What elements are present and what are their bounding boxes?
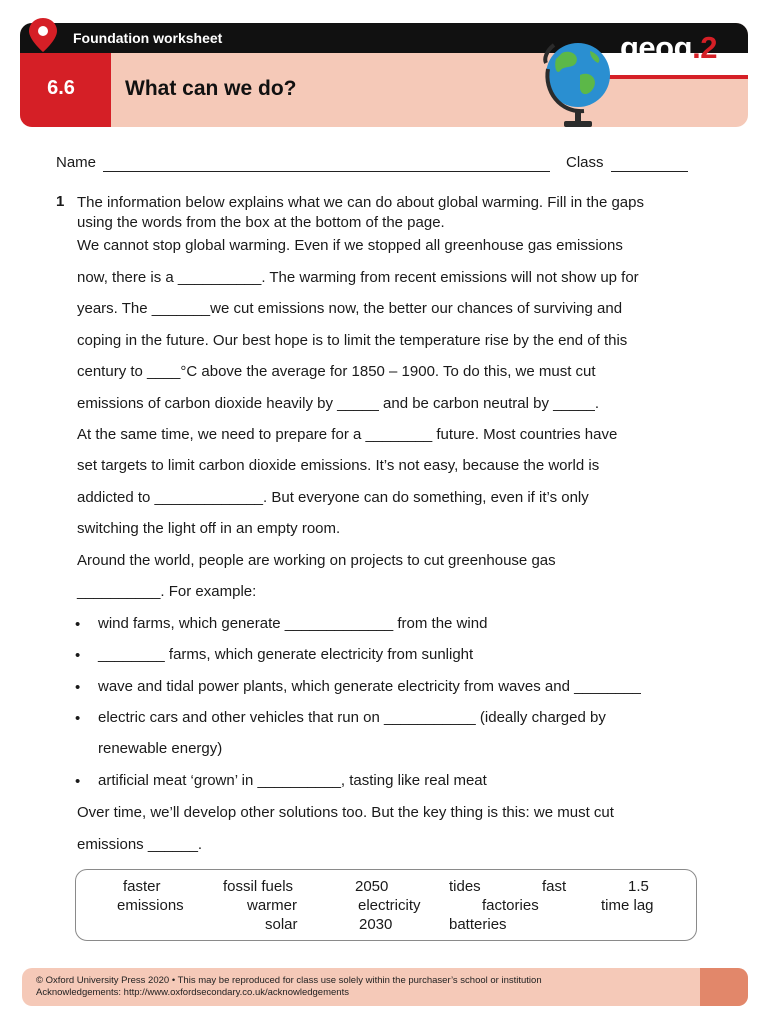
footer-accent [700, 968, 748, 1006]
word-option: warmer [247, 897, 298, 914]
logo-underline [595, 75, 748, 79]
word-option: batteries [449, 916, 507, 933]
name-label: Name [56, 154, 97, 171]
map-pin-icon [29, 18, 57, 52]
footer [22, 968, 748, 1006]
logo-text: geog [620, 30, 693, 65]
word-option: fast [542, 878, 567, 895]
geog-logo [620, 30, 717, 66]
bullet-item: wave and tidal power plants, which generate electricity from waves and ________ [98, 678, 641, 695]
question-instruction: The information below explains what we can do about global warming. Fill in the gaps using the words from the box at the bottom of the page. [77, 194, 644, 231]
word-option: 1.5 [628, 878, 649, 895]
word-option: tides [449, 878, 481, 895]
word-box [75, 869, 697, 941]
name-field[interactable] [103, 171, 550, 172]
page-title: What can we do? [125, 77, 297, 100]
passage-line: switching the light off in an empty room. [77, 520, 341, 537]
globe-icon [540, 35, 616, 129]
word-option: faster [123, 878, 161, 895]
word-option: electricity [358, 897, 421, 914]
passage-line: emissions ______. [77, 836, 203, 853]
footer-copyright-line: © Oxford University Press 2020 • This may be reproduced for class use solely within the purchaser’s school or institution [36, 975, 542, 986]
bullet-icon: • [75, 773, 81, 790]
worksheet-header [20, 23, 748, 127]
bullet-icon: • [75, 679, 81, 696]
bullet-item-continuation: renewable energy) [98, 740, 223, 757]
bullet-icon: • [75, 616, 81, 633]
bullet-item: artificial meat ‘grown’ in __________, tasting like real meat [98, 772, 487, 789]
passage-line: emissions of carbon dioxide heavily by _____ and be carbon neutral by _____. [77, 395, 600, 412]
class-label: Class [566, 154, 604, 171]
word-option: time lag [601, 897, 654, 914]
word-option: solar [265, 916, 298, 933]
passage-line: coping in the future. Our best hope is to limit the temperature rise by the end of this [77, 332, 628, 349]
footer-acknowledgements-line: Acknowledgements: http://www.oxfordsecondary.co.uk/acknowledgements [36, 987, 349, 998]
word-option: emissions [117, 897, 184, 914]
bullet-item: wind farms, which generate _____________ from the wind [98, 615, 488, 632]
class-field[interactable] [611, 171, 688, 172]
lesson-number: 6.6 [47, 77, 75, 99]
passage-line: We cannot stop global warming. Even if we stopped all greenhouse gas emissions [77, 237, 623, 254]
logo-dot: . [692, 30, 701, 65]
bullet-item: electric cars and other vehicles that run on ___________ (ideally charged by [98, 709, 606, 726]
logo-number: 2 [700, 30, 717, 65]
bullet-icon: • [75, 710, 81, 727]
passage-line: century to ____°C above the average for 1850 – 1900. To do this, we must cut [77, 363, 596, 380]
passage-line: years. The _______we cut emissions now, the better our chances of surviving and [77, 300, 623, 317]
passage-line: __________. For example: [77, 583, 257, 600]
passage-line: addicted to _____________. But everyone can do something, even if it’s only [77, 489, 589, 506]
bullet-item: ________ farms, which generate electricity from sunlight [98, 646, 474, 663]
footer-copyright [36, 975, 542, 999]
worksheet-type: Foundation worksheet [73, 30, 223, 46]
word-option: 2030 [359, 916, 393, 933]
passage-line: Around the world, people are working on projects to cut greenhouse gas [77, 552, 556, 569]
passage-line: set targets to limit carbon dioxide emissions. It’s not easy, because the world is [77, 457, 600, 474]
passage-line: Over time, we’ll develop other solutions too. But the key thing is this: we must cut [77, 804, 614, 821]
word-option: 2050 [355, 878, 389, 895]
word-option: fossil fuels [223, 878, 294, 895]
word-option: factories [482, 897, 539, 914]
bullet-icon: • [75, 647, 81, 664]
passage-line: At the same time, we need to prepare for a ________ future. Most countries have [77, 426, 618, 443]
passage-line: now, there is a __________. The warming from recent emissions will not show up for [77, 269, 639, 286]
question-number: 1 [56, 193, 65, 210]
